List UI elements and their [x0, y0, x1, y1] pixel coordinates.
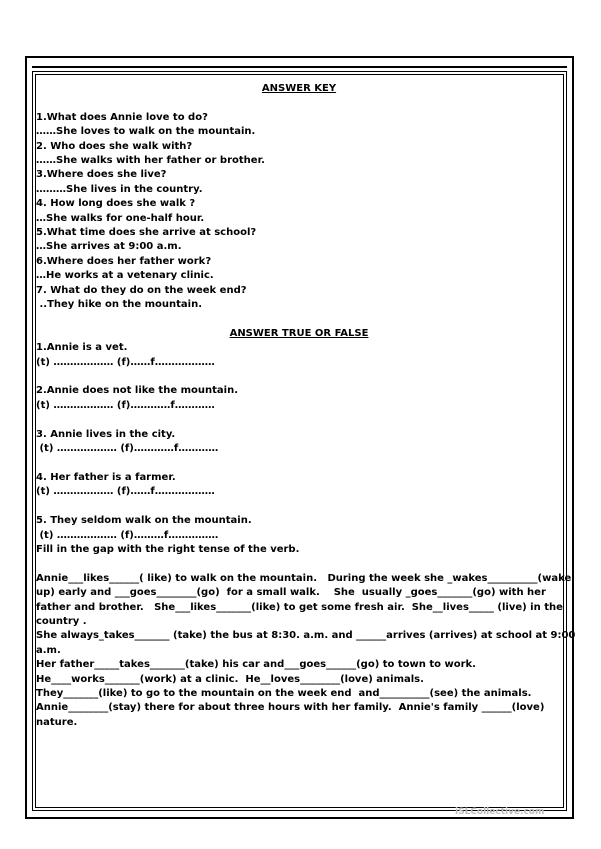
answer-key-line: 3.Where does she live?	[36, 169, 167, 181]
fill-gap-line: father and brother. She___likes_______(like) to get some fresh air. She__lives_____ (live) in the	[36, 601, 563, 613]
fill-gap-paragraph	[36, 572, 576, 730]
tf-answer: (t) ……………… (f)…………f…………	[36, 443, 219, 455]
answer-key-line: 4. How long does she walk ?	[36, 198, 196, 210]
fill-gap-line: Annie________(stay) there for about three hours with her family. Annie's family ______(love)	[36, 702, 545, 714]
tf-statement: 2.Annie does not like the mountain.	[36, 385, 238, 397]
fill-gap-line: She always_takes_______ (take) the bus at 8:30. a.m. and ______arrives (arrives) at school at 9:00	[36, 630, 576, 642]
worksheet-content	[36, 78, 576, 730]
answer-key-line: ……She loves to walk on the mountain.	[36, 126, 256, 138]
true-false-heading: ANSWER TRUE OR FALSE	[229, 327, 369, 339]
answer-key-line: ..They hike on the mountain.	[36, 299, 203, 311]
answer-key-line: 5.What time does she arrive at school?	[36, 227, 257, 239]
tf-answer: (t) ……………… (f)……f………………	[36, 356, 215, 368]
fill-gap-line: a.m.	[36, 644, 61, 656]
answer-key-line: 7. What do they do on the week end?	[36, 284, 247, 296]
answer-key-line: …He works at a vetenary clinic.	[36, 270, 214, 282]
answer-key-list	[36, 111, 562, 313]
true-false-list	[36, 341, 562, 543]
answer-key-line: …She walks for one-half hour.	[36, 212, 205, 224]
answer-key-line: 2. Who does she walk with?	[36, 140, 193, 152]
fill-gap-instruction: Fill in the gap with the right tense of the verb.	[36, 543, 300, 555]
tf-statement: 5. They seldom walk on the mountain.	[36, 515, 252, 527]
answer-key-line: 6.Where does her father work?	[36, 255, 212, 267]
fill-gap-line: They_______(like) to go to the mountain on the week end and__________(see) the animals.	[36, 687, 532, 699]
answer-key-line: 1.What does Annie love to do?	[36, 111, 208, 123]
tf-answer: (t) ……………… (f)…………f…………	[36, 399, 215, 411]
tf-statement: 1.Annie is a vet.	[36, 342, 128, 354]
answer-key-heading: ANSWER KEY	[261, 83, 337, 94]
tf-answer: (t) ……………… (f)………f……………	[36, 529, 219, 541]
tf-answer: (t) ……………… (f)……f………………	[36, 486, 215, 498]
answer-key-line: ………She lives in the country.	[36, 183, 203, 195]
watermark-text: iSLCollective.com	[455, 807, 545, 817]
answer-key-line: ……She walks with her father or brother.	[36, 155, 265, 167]
tf-statement: 3. Annie lives in the city.	[36, 428, 176, 440]
fill-gap-line: up) early and ___goes________(go) for a small walk. She usually _goes_______(go) with her	[36, 587, 546, 599]
tf-statement: 4. Her father is a farmer.	[36, 471, 176, 483]
fill-gap-line: country .	[36, 615, 87, 627]
fill-gap-line: He____works_______(work) at a clinic. He__loves________(love) animals.	[36, 673, 424, 685]
fill-gap-line: Her father_____takes_______(take) his car and___goes______(go) to town to work.	[36, 659, 476, 671]
answer-key-line: …She arrives at 9:00 a.m.	[36, 241, 182, 253]
fill-gap-line: nature.	[36, 716, 78, 728]
fill-gap-line: Annie___likes______( like) to walk on the mountain. During the week she _wakes__________(wake	[36, 572, 572, 584]
